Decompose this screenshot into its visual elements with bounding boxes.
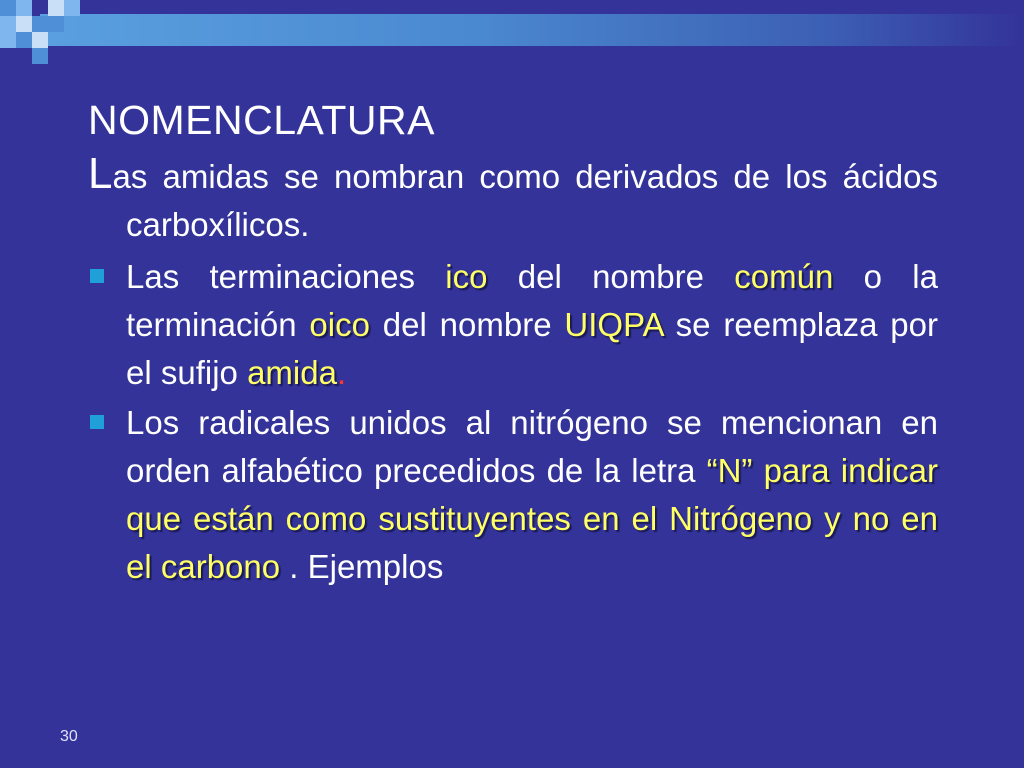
highlight-text: amida: [247, 354, 337, 391]
decor-square: [0, 32, 16, 48]
decor-square: [16, 32, 32, 48]
header-gradient-bar: [40, 14, 1024, 46]
highlight-text: ico: [445, 258, 488, 295]
slide-title: NOMENCLATURA: [88, 97, 435, 143]
slide-body: [88, 150, 938, 593]
decor-square: [16, 0, 32, 16]
decor-square: [48, 16, 64, 32]
decor-square: [16, 16, 32, 32]
decor-square: [0, 16, 16, 32]
decor-square: [64, 0, 80, 16]
intro-paragraph: [88, 150, 938, 249]
decor-square: [48, 0, 64, 16]
page-number: 30: [60, 728, 78, 745]
highlight-text: UIQPA: [564, 306, 663, 343]
square-bullet-icon: [90, 269, 104, 283]
intro-text: as amidas se nombran como derivados de los ácidos carboxílicos.: [112, 158, 938, 243]
highlight-text: “N” para indicar que están como sustituyentes en el Nitrógeno y no en el carbono: [126, 452, 938, 585]
bullet-text: o la terminación: [126, 258, 938, 343]
decor-square: [32, 32, 48, 48]
bullet-text: del nombre: [369, 306, 565, 343]
bullet-text: Los radicales unidos al nitrógeno se mencionan en orden alfabético precedidos de la letra: [126, 404, 938, 489]
decor-square: [32, 16, 48, 32]
bullet-text: Las terminaciones: [126, 258, 446, 295]
period-text: .: [336, 354, 347, 391]
bullet-item-terminations: [88, 253, 938, 397]
decor-square: [32, 48, 48, 64]
bullet-text: . Ejemplos: [280, 548, 444, 585]
intro-first-letter: L: [88, 149, 113, 198]
bullet-item-radicals: [88, 399, 938, 591]
highlight-text: oico: [309, 306, 370, 343]
bullet-text: del nombre: [487, 258, 735, 295]
highlight-text: común: [734, 258, 834, 295]
square-bullet-icon: [90, 415, 104, 429]
decor-square: [0, 0, 16, 16]
bullet-text: se reemplaza por el sufijo: [126, 306, 938, 391]
